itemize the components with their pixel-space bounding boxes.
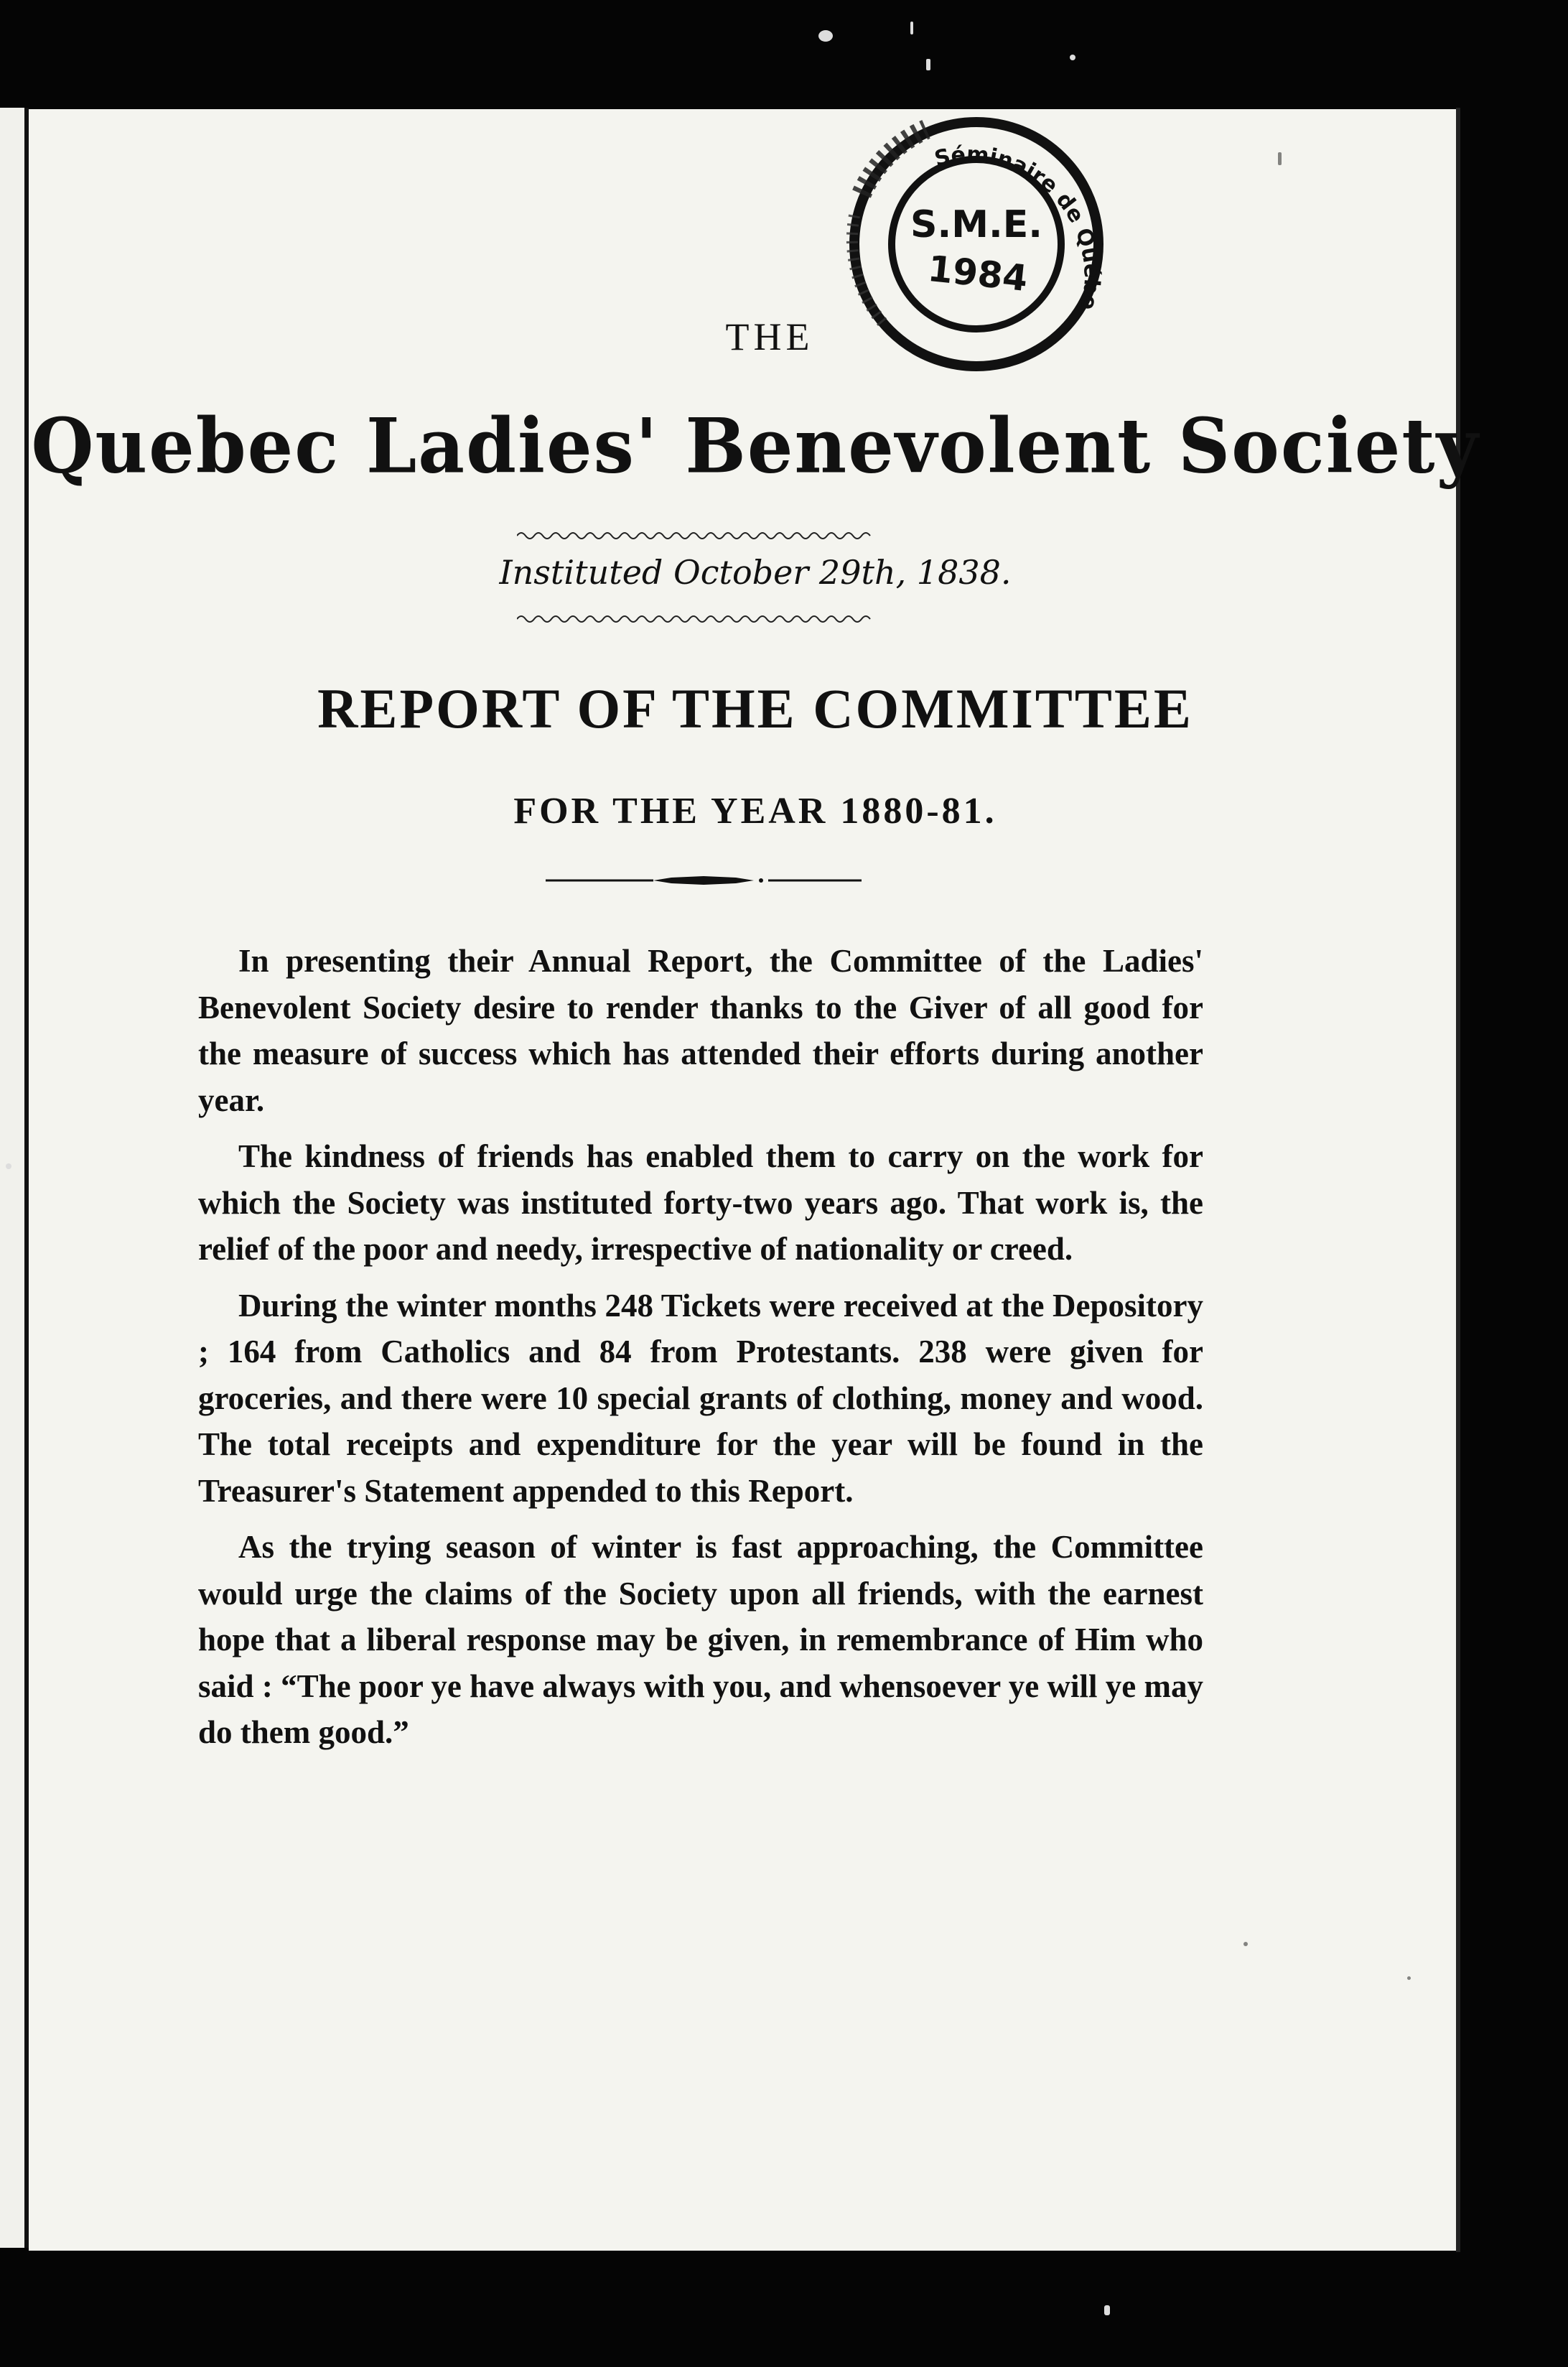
scan-speck — [818, 30, 833, 42]
wavy-rule-bottom — [517, 612, 876, 626]
wavy-rule-top — [517, 529, 876, 543]
title-the: THE — [725, 315, 814, 358]
scan-speck — [910, 22, 913, 34]
page-speck — [1407, 1976, 1411, 1980]
scan-speck — [1104, 2305, 1110, 2315]
library-stamp — [783, 108, 1142, 417]
scan-speck — [1070, 55, 1075, 60]
report-body — [198, 938, 1203, 1766]
stamp-center-line1: S.M.E. — [910, 203, 1042, 246]
report-heading: REPORT OF THE COMMITTEE — [317, 677, 1193, 740]
report-year: FOR THE YEAR 1880-81. — [513, 791, 997, 832]
page-speck — [1278, 152, 1282, 165]
scan-speck — [6, 1163, 11, 1169]
ornamental-divider — [546, 873, 862, 888]
paragraph-1: In presenting their Annual Report, the Committee of the Ladies' Benevolent Society desire to render thanks to the Giver of all good for the measure of success which has attended their efforts during another year. — [198, 943, 1203, 1118]
stamp-ring-text: Séminaire de Québec — [932, 141, 1104, 312]
page-speck — [1243, 1942, 1248, 1946]
paragraph-4: As the trying season of winter is fast approaching, the Committee would urge the claims of the Society upon all friends, with the earnest hope that a liberal response may be given, in remembrance of Him who said : “The poor ye have always with you, and whensoever ye will ye may do them good.” — [198, 1529, 1203, 1750]
paragraph-2: The kindness of friends has enabled them to carry on the work for which the Society was instituted forty-two years ago. That work is, the relief of the poor and needy, irrespective of nationality or creed. — [198, 1138, 1203, 1267]
instituted-date: Instituted October 29th, 1838. — [499, 553, 1012, 592]
stamp-center-line2: 1984 — [925, 247, 1030, 300]
scan-speck — [926, 59, 930, 70]
paragraph-3: During the winter months 248 Tickets were received at the Depository ; 164 from Catholics and 84 from Protestants. 238 were given for groceries, and there were 10 special grants of clothing, money and wood. The total receipts and expenditure for the year will be found in the Treasurer's Statement appended to this Report. — [198, 1287, 1203, 1509]
society-title: Quebec Ladies' Benevolent Society — [31, 401, 1480, 490]
